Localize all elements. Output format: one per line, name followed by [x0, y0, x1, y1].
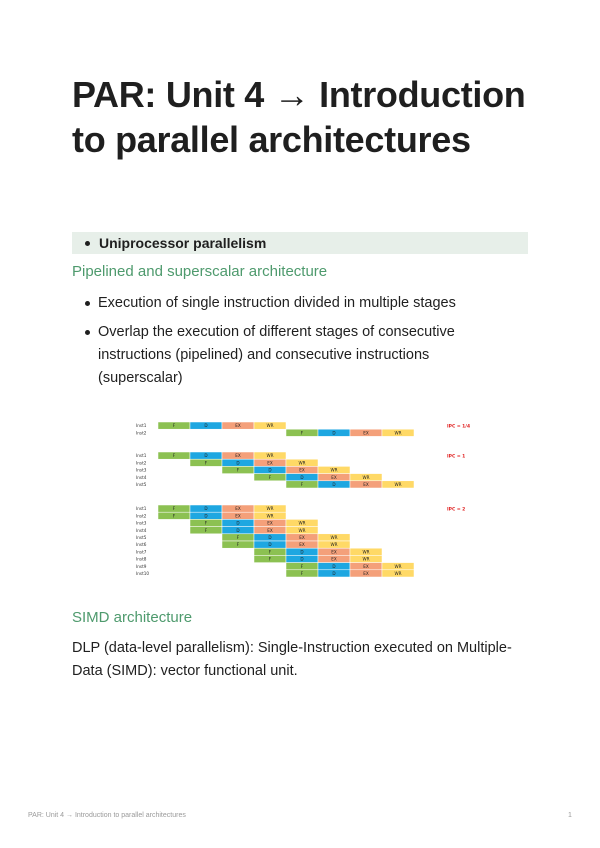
stage-cell-label: EX [363, 482, 369, 487]
stage-cell-label: WR [330, 535, 338, 540]
stage-cell-label: D [268, 542, 272, 548]
stage-cell-label: WR [266, 453, 274, 459]
bullet-icon [85, 330, 90, 335]
stage-cell-label: D [332, 571, 336, 576]
instruction-label: Inst7 [136, 549, 147, 555]
stage-cell-label: EX [331, 549, 337, 555]
stage-cell-label: EX [267, 520, 273, 526]
instruction-label: Inst3 [136, 467, 147, 473]
stage-cell-label: F [300, 482, 304, 487]
stage-cell-label: EX [235, 423, 241, 429]
stage-cell-label: EX [235, 453, 241, 459]
stage-cell-label: EX [235, 513, 241, 519]
stage-cell-label: WR [298, 520, 306, 526]
stage-cell-label: F [172, 513, 176, 519]
stage-cell-label: D [332, 430, 336, 436]
instruction-label: Inst2 [136, 513, 147, 519]
instruction-label: Inst4 [136, 474, 147, 480]
stage-cell-label: WR [394, 430, 402, 436]
stage-cell-label: F [204, 460, 208, 466]
instruction-label: Inst9 [136, 563, 147, 569]
stage-cell-label: EX [267, 527, 273, 533]
stage-cell-label: F [268, 474, 272, 480]
ipc-label: IPC = 2 [447, 507, 466, 513]
stage-cell-label: D [300, 474, 304, 480]
instruction-label: Inst10 [136, 571, 150, 576]
instruction-label: Inst5 [136, 535, 147, 540]
bullet-icon [85, 241, 90, 246]
stage-cell-label: EX [363, 563, 369, 569]
stage-cell-label: D [236, 460, 240, 466]
stage-cell-label: D [300, 549, 304, 555]
stage-cell-label: F [172, 506, 176, 512]
stage-cell-label: F [204, 520, 208, 526]
instruction-label: Inst2 [136, 430, 147, 436]
instruction-label: Inst1 [136, 423, 147, 429]
stage-cell-label: F [300, 571, 304, 576]
stage-cell-label: EX [235, 506, 241, 512]
stage-cell-label: F [300, 430, 304, 436]
footer-title: PAR: Unit 4 → Introduction to parallel architectures [28, 812, 186, 819]
list-item [72, 321, 512, 390]
stage-cell-label: EX [331, 474, 337, 480]
section-heading-pipelined: Pipelined and superscalar architecture [72, 263, 328, 280]
stage-cell-label: EX [299, 535, 305, 540]
instruction-label: Inst4 [136, 527, 147, 533]
stage-cell-label: WR [362, 474, 370, 480]
stage-cell-label: F [268, 549, 272, 555]
stage-cell-label: F [236, 542, 240, 548]
stage-cell-label: EX [267, 460, 273, 466]
stage-cell-label: WR [394, 571, 402, 576]
stage-cell-label: F [300, 563, 304, 569]
stage-cell-label: D [268, 467, 272, 473]
stage-cell-label: WR [266, 423, 274, 429]
stage-cell-label: WR [362, 549, 370, 555]
bullet-text: Execution of single instruction divided in multiple stages [98, 295, 456, 311]
stage-cell-label: D [332, 482, 336, 487]
bullet-icon [85, 301, 90, 306]
stage-cell-label: WR [362, 556, 370, 562]
instruction-label: Inst1 [136, 453, 147, 459]
footer-page-number: 1 [568, 812, 572, 819]
callout-block [72, 232, 528, 254]
stage-cell-label: D [204, 513, 208, 519]
list-item [72, 292, 512, 315]
section-heading-simd: SIMD architecture [72, 609, 193, 626]
stage-cell-label: F [172, 423, 176, 429]
stage-cell-label: D [300, 556, 304, 562]
stage-cell-label: WR [394, 482, 402, 487]
instruction-label: Inst2 [136, 460, 147, 466]
stage-cell-label: EX [299, 542, 305, 548]
stage-cell-label: D [204, 506, 208, 512]
stage-cell-label: WR [266, 506, 274, 512]
bullet-list [72, 292, 512, 396]
stage-cell-label: F [268, 556, 272, 562]
stage-cell-label: F [172, 453, 176, 459]
stage-cell-label: EX [299, 467, 305, 473]
pipeline-diagram [130, 418, 475, 586]
stage-cell-label: WR [394, 563, 402, 569]
stage-cell-label: EX [363, 571, 369, 576]
stage-cell-label: D [204, 423, 208, 429]
stage-cell-label: EX [331, 556, 337, 562]
instruction-label: Inst1 [136, 506, 147, 512]
stage-cell-label: D [236, 520, 240, 526]
instruction-label: Inst5 [136, 482, 147, 487]
stage-cell-label: D [236, 527, 240, 533]
stage-cell-label: D [204, 453, 208, 459]
simd-paragraph: DLP (data-level parallelism): Single-Instruction executed on Multiple-Data (SIMD): vector functional unit. [72, 640, 512, 679]
stage-cell-label: WR [298, 460, 306, 466]
instruction-label: Inst3 [136, 520, 147, 526]
stage-cell-label: D [332, 563, 336, 569]
callout-text: Uniprocessor parallelism [99, 235, 267, 251]
stage-cell-label: WR [266, 513, 274, 519]
ipc-label: IPC = 1 [447, 454, 466, 460]
bullet-text: Overlap the execution of different stages of consecutive instructions (pipelined) and consecutive instructions (superscalar) [98, 324, 455, 386]
ipc-label: IPC = 1/4 [447, 424, 471, 430]
stage-cell-label: WR [298, 527, 306, 533]
instruction-label: Inst6 [136, 542, 147, 548]
stage-cell-label: WR [330, 542, 338, 548]
stage-cell-label: EX [363, 430, 369, 436]
stage-cell-label: F [204, 527, 208, 533]
stage-cell-label: F [236, 467, 240, 473]
page-title: PAR: Unit 4 → Introduction to parallel architectures [72, 74, 526, 160]
stage-cell-label: D [268, 535, 272, 540]
stage-cell-label: F [236, 535, 240, 540]
instruction-label: Inst8 [136, 556, 147, 562]
pipeline-diagram-svg [130, 418, 475, 586]
stage-cell-label: WR [330, 467, 338, 473]
